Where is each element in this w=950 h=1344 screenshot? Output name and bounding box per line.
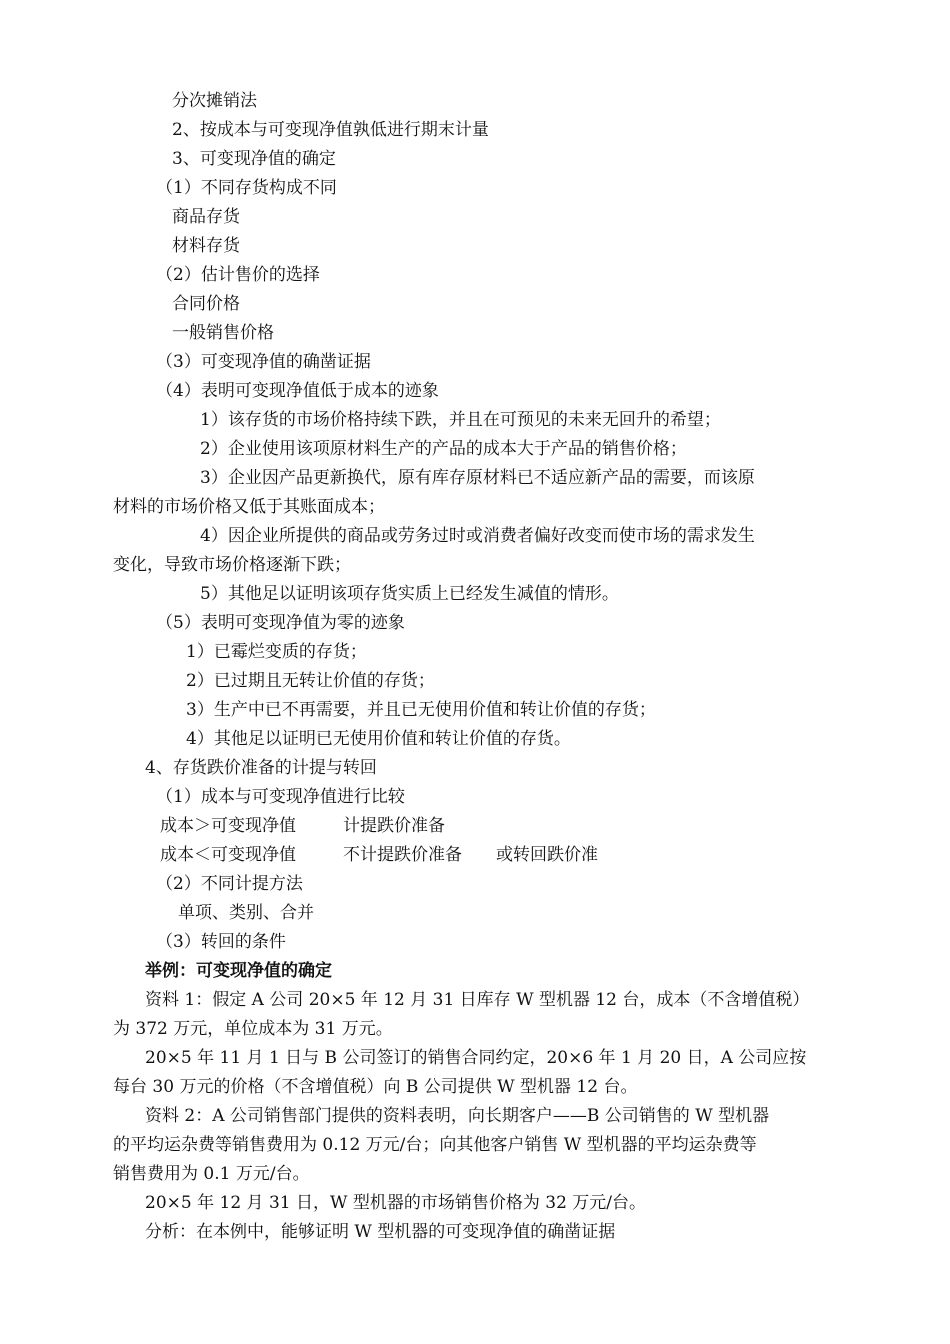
subheading: （3）可变现净值的确凿证据 (156, 352, 371, 372)
section-heading-4: 4、存货跌价准备的计提与转回 (145, 758, 377, 778)
subheading: （1）成本与可变现净值进行比较 (156, 787, 405, 807)
paragraph-line: 为 372 万元，单位成本为 31 万元。 (113, 1019, 393, 1039)
list-item: 5）其他足以证明该项存货实质上已经发生减值的情形。 (200, 584, 619, 604)
subheading: （2）不同计提方法 (156, 874, 303, 894)
subheading: （3）转回的条件 (156, 932, 286, 952)
text-line: 商品存货 (172, 207, 240, 227)
subheading: （2）估计售价的选择 (156, 265, 320, 285)
text-line: 不计提跌价准备 (343, 845, 462, 865)
example-heading: 举例：可变现净值的确定 (145, 961, 332, 981)
list-item: 1）已霉烂变质的存货； (186, 642, 367, 662)
list-item: 1）该存货的市场价格持续下跌，并且在可预见的未来无回升的希望； (200, 410, 721, 430)
text-line: 材料的市场价格又低于其账面成本； (113, 497, 385, 517)
list-item: 3）生产中已不再需要，并且已无使用价值和转让价值的存货； (186, 700, 656, 720)
paragraph-line: 20×5 年 12 月 31 日，W 型机器的市场销售价格为 32 万元/台。 (145, 1193, 647, 1213)
subheading: （4）表明可变现净值低于成本的迹象 (156, 381, 439, 401)
paragraph-line: 销售费用为 0.1 万元/台。 (113, 1164, 310, 1184)
section-heading-2: 2、按成本与可变现净值孰低进行期末计量 (172, 120, 489, 140)
list-item: 4）因企业所提供的商品或劳务过时或消费者偏好改变而使市场的需求发生 (200, 526, 755, 546)
text-line: 一般销售价格 (172, 323, 274, 343)
paragraph-line: 20×5 年 11 月 1 日与 B 公司签订的销售合同约定，20×6 年 1 月 20 日，A 公司应按 (145, 1048, 807, 1068)
text-line: 成本＜可变现净值 (160, 845, 296, 865)
list-item: 3）企业因产品更新换代，原有库存原材料已不适应新产品的需要，而该原 (200, 468, 755, 488)
paragraph-line: 资料 1：假定 A 公司 20×5 年 12 月 31 日库存 W 型机器 12 台，成本（不含增值税） (145, 990, 810, 1010)
text-line: 分次摊销法 (172, 91, 257, 111)
text-line: 成本＞可变现净值 (160, 816, 296, 836)
paragraph-line: 的平均运杂费等销售费用为 0.12 万元/台；向其他客户销售 W 型机器的平均运杂费等 (113, 1135, 757, 1155)
paragraph-line: 每台 30 万元的价格（不含增值税）向 B 公司提供 W 型机器 12 台。 (113, 1077, 638, 1097)
paragraph-line: 资料 2：A 公司销售部门提供的资料表明，向长期客户——B 公司销售的 W 型机器 (145, 1106, 770, 1126)
text-line: 合同价格 (172, 294, 240, 314)
list-item: 2）企业使用该项原材料生产的产品的成本大于产品的销售价格； (200, 439, 687, 459)
paragraph-line: 分析：在本例中，能够证明 W 型机器的可变现净值的确凿证据 (145, 1222, 616, 1242)
section-heading-3: 3、可变现净值的确定 (172, 149, 336, 169)
text-line: 计提跌价准备 (343, 816, 445, 836)
subheading: （1）不同存货构成不同 (156, 178, 337, 198)
text-line: 材料存货 (172, 236, 240, 256)
text-line: 单项、类别、合并 (178, 903, 314, 923)
text-line: 或转回跌价准 (496, 845, 598, 865)
list-item: 4）其他足以证明已无使用价值和转让价值的存货。 (186, 729, 571, 749)
list-item: 2）已过期且无转让价值的存货； (186, 671, 435, 691)
text-line: 变化，导致市场价格逐渐下跌； (113, 555, 351, 575)
subheading: （5）表明可变现净值为零的迹象 (156, 613, 405, 633)
